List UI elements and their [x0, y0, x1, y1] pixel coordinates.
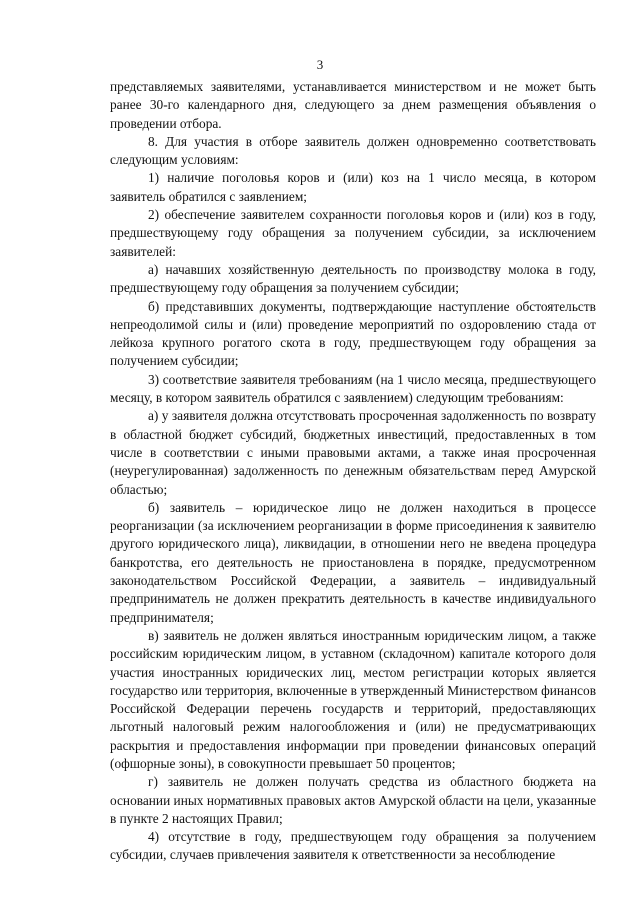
- page-number: 3: [316, 57, 324, 72]
- paragraph-requirement-v: в) заявитель не должен являться иностранным юридическим лицом, а также российским юридическим лицом, в уставном (складочном) капитале которого доля участия иностранных юридических лиц, местом регистрации которых является государство или территория, включенные в утвержденный Министерством финансов Российской Федерации перечень государств и территорий, предоставляющих льготный налоговый режим налогообложения и (или) не предусматривающих раскрытия и предоставления информации при проведении финансовых операций (офшорные зоны), в совокупности превышает 50 процентов;: [110, 627, 596, 771]
- paragraph-item-8: 8. Для участия в отборе заявитель должен одновременно соответствовать следующим условиям:: [110, 133, 596, 168]
- paragraph-exception-a: а) начавших хозяйственную деятельность по производству молока в году, предшествующему году обращения за получением субсидии;: [110, 261, 596, 296]
- paragraph-requirement-b: б) заявитель – юридическое лицо не должен находиться в процессе реорганизации (за исключением реорганизации в форме присоединения к заявителю другого юридического лица), ликвидации, в отношении него не введена процедура банкротства, его деятельность не приостановлена в порядке, предусмотренном законодательством Российской Федерации, а заявитель – индивидуальный предприниматель не должен прекратить деятельность в качестве индивидуального предпринимателя;: [110, 499, 596, 625]
- paragraph-continuation: представляемых заявителями, устанавливается министерством и не может быть ранее 30-го календарного дня, следующего за днем размещения объявления о проведении отбора.: [110, 79, 596, 131]
- document-text: [110, 78, 596, 865]
- paragraph-requirement-a: а) у заявителя должна отсутствовать просроченная задолженность по возврату в областной бюджет субсидий, бюджетных инвестиций, предоставленных в том числе в соответствии с иными правовыми актами, а также иная просроченная (неурегулированная) задолженность по денежным обязательствам перед Амурской областью;: [110, 408, 596, 497]
- paragraph-exception-b: б) представивших документы, подтверждающие наступление обстоятельств непреодолимой силы и (или) проведение мероприятий по оздоровлению стада от лейкоза крупного рогатого скота в году, предшествующем году обращения за получением субсидии;: [110, 298, 596, 369]
- paragraph-condition-1: 1) наличие поголовья коров и (или) коз на 1 число месяца, в котором заявитель обратился с заявлением;: [110, 170, 596, 204]
- paragraph-condition-4: 4) отсутствие в году, предшествующем году обращения за получением субсидии, случаев привлечения заявителя к ответственности за несоблюдение: [110, 829, 596, 863]
- paragraph-condition-2: 2) обеспечение заявителем сохранности поголовья коров и (или) коз в году, предшествующему году обращения за получением субсидии, за исключением заявителей:: [110, 207, 596, 259]
- paragraph-requirement-g: г) заявитель не должен получать средства из областного бюджета на основании иных нормативных правовых актов Амурской области на цели, указанные в пункте 2 настоящих Правил;: [110, 774, 596, 826]
- paragraph-condition-3: 3) соответствие заявителя требованиям (на 1 число месяца, предшествующего месяцу, в котором заявитель обратился с заявлением) следующим требованиям:: [110, 371, 596, 406]
